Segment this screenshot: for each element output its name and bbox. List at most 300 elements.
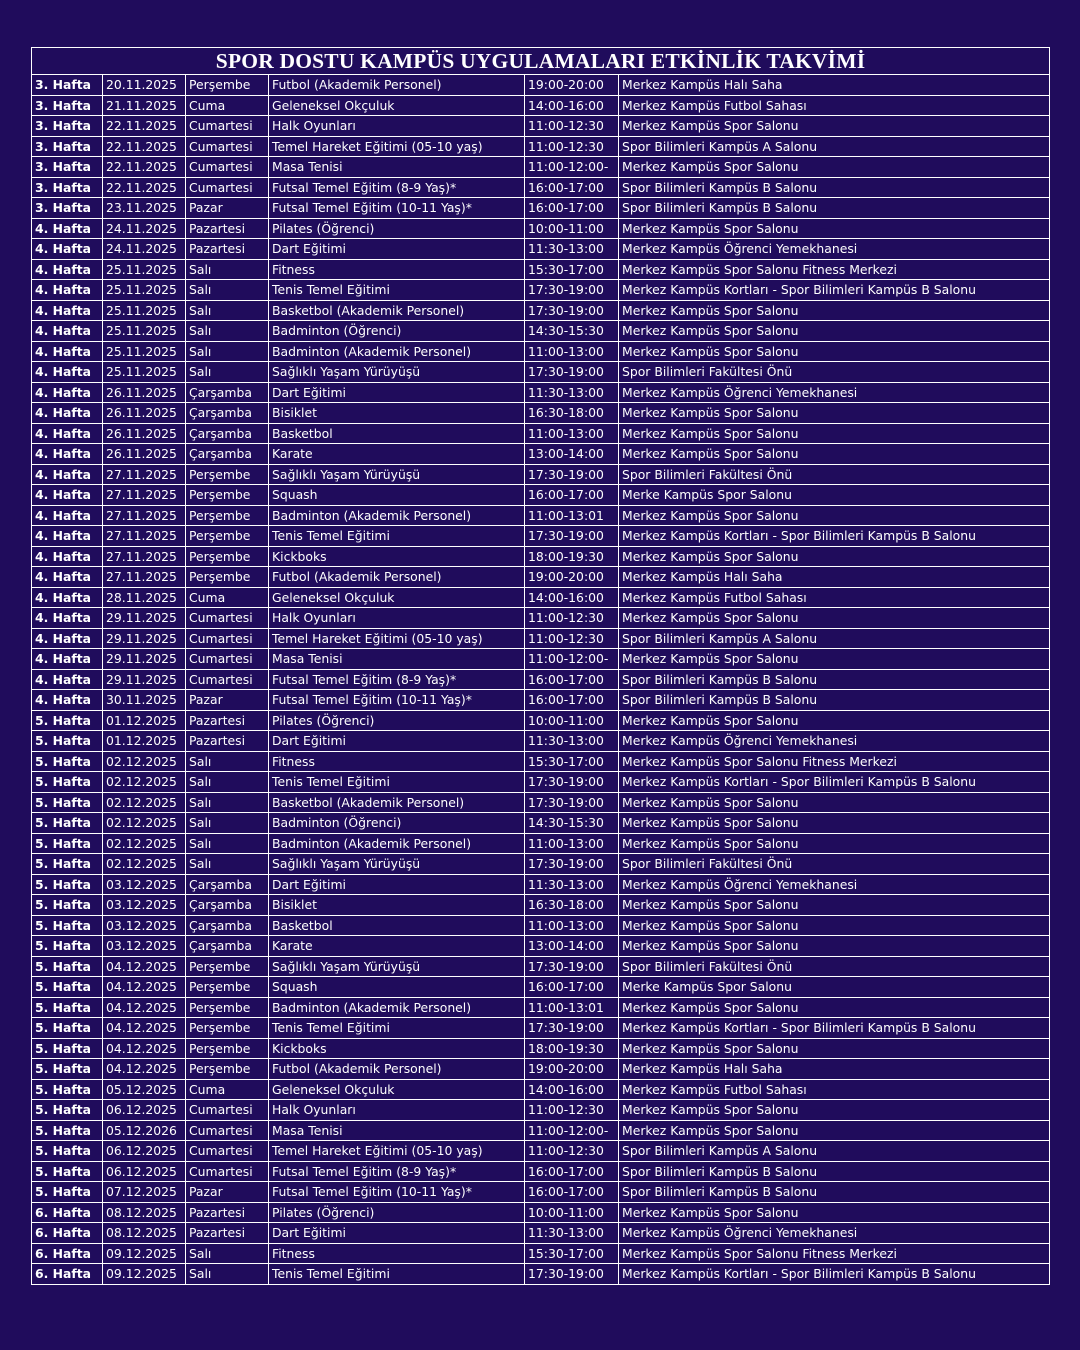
location-cell: Merkez Kampüs Spor Salonu [619, 423, 1050, 444]
location-cell: Merkez Kampüs Öğrenci Yemekhanesi [619, 1223, 1050, 1244]
date-cell: 26.11.2025 [103, 382, 186, 403]
location-cell: Merkez Kampüs Spor Salonu [619, 936, 1050, 957]
table-row [32, 485, 1050, 506]
date-cell: 09.12.2025 [103, 1243, 186, 1264]
time-cell: 11:30-13:00 [525, 1223, 619, 1244]
table-row [32, 915, 1050, 936]
location-cell: Spor Bilimleri Kampüs B Salonu [619, 1161, 1050, 1182]
location-cell: Merkez Kampüs Spor Salonu [619, 505, 1050, 526]
day-cell: Cumartesi [186, 608, 269, 629]
activity-cell: Dart Eğitimi [269, 874, 525, 895]
week-cell: 4. Hafta [32, 464, 103, 485]
week-cell: 6. Hafta [32, 1243, 103, 1264]
date-cell: 06.12.2025 [103, 1161, 186, 1182]
day-cell: Salı [186, 341, 269, 362]
location-cell: Merkez Kampüs Spor Salonu [619, 997, 1050, 1018]
day-cell: Çarşamba [186, 423, 269, 444]
activity-cell: Temel Hareket Eğitimi (05-10 yaş) [269, 136, 525, 157]
table-row [32, 977, 1050, 998]
week-cell: 5. Hafta [32, 1120, 103, 1141]
week-cell: 5. Hafta [32, 997, 103, 1018]
table-row [32, 362, 1050, 383]
date-cell: 04.12.2025 [103, 1018, 186, 1039]
table-row [32, 690, 1050, 711]
table-row [32, 997, 1050, 1018]
table-row [32, 1079, 1050, 1100]
location-cell: Merkez Kampüs Spor Salonu [619, 444, 1050, 465]
day-cell: Çarşamba [186, 915, 269, 936]
day-cell: Cumartesi [186, 177, 269, 198]
table-row [32, 833, 1050, 854]
time-cell: 16:00-17:00 [525, 485, 619, 506]
time-cell: 11:30-13:00 [525, 382, 619, 403]
day-cell: Salı [186, 280, 269, 301]
date-cell: 07.12.2025 [103, 1182, 186, 1203]
time-cell: 10:00-11:00 [525, 218, 619, 239]
activity-cell: Sağlıklı Yaşam Yürüyüşü [269, 464, 525, 485]
day-cell: Perşembe [186, 997, 269, 1018]
time-cell: 17:30-19:00 [525, 772, 619, 793]
day-cell: Cumartesi [186, 136, 269, 157]
activity-cell: Badminton (Akademik Personel) [269, 833, 525, 854]
activity-cell: Futbol (Akademik Personel) [269, 75, 525, 96]
location-cell: Merkez Kampüs Spor Salonu [619, 1100, 1050, 1121]
date-cell: 27.11.2025 [103, 505, 186, 526]
table-row [32, 792, 1050, 813]
title-row [32, 48, 1050, 75]
location-cell: Merkez Kampüs Spor Salonu [619, 792, 1050, 813]
day-cell: Perşembe [186, 977, 269, 998]
time-cell: 17:30-19:00 [525, 464, 619, 485]
date-cell: 23.11.2025 [103, 198, 186, 219]
location-cell: Merkez Kampüs Spor Salonu [619, 218, 1050, 239]
location-cell: Merkez Kampüs Öğrenci Yemekhanesi [619, 874, 1050, 895]
week-cell: 5. Hafta [32, 895, 103, 916]
location-cell: Spor Bilimleri Fakültesi Önü [619, 854, 1050, 875]
day-cell: Perşembe [186, 1059, 269, 1080]
date-cell: 25.11.2025 [103, 259, 186, 280]
time-cell: 11:00-12:00- [525, 157, 619, 178]
date-cell: 29.11.2025 [103, 649, 186, 670]
day-cell: Pazar [186, 1182, 269, 1203]
table-row [32, 1059, 1050, 1080]
time-cell: 16:00-17:00 [525, 669, 619, 690]
time-cell: 14:30-15:30 [525, 321, 619, 342]
date-cell: 30.11.2025 [103, 690, 186, 711]
location-cell: Merkez Kampüs Spor Salonu [619, 403, 1050, 424]
date-cell: 02.12.2025 [103, 854, 186, 875]
time-cell: 11:00-12:00- [525, 1120, 619, 1141]
activity-cell: Futsal Temel Eğitim (10-11 Yaş)* [269, 1182, 525, 1203]
location-cell: Merkez Kampüs Futbol Sahası [619, 587, 1050, 608]
activity-cell: Tenis Temel Eğitimi [269, 526, 525, 547]
time-cell: 11:00-13:00 [525, 423, 619, 444]
table-row [32, 403, 1050, 424]
location-cell: Merkez Kampüs Spor Salonu [619, 1120, 1050, 1141]
date-cell: 08.12.2025 [103, 1223, 186, 1244]
table-row [32, 157, 1050, 178]
table-row [32, 649, 1050, 670]
activity-cell: Badminton (Öğrenci) [269, 813, 525, 834]
table-row [32, 259, 1050, 280]
page-title: SPOR DOSTU KAMPÜS UYGULAMALARI ETKİNLİK TAKVİMİ [32, 48, 1050, 75]
activity-cell: Dart Eğitimi [269, 239, 525, 260]
week-cell: 5. Hafta [32, 1018, 103, 1039]
time-cell: 18:00-19:30 [525, 1038, 619, 1059]
date-cell: 25.11.2025 [103, 341, 186, 362]
day-cell: Salı [186, 833, 269, 854]
date-cell: 28.11.2025 [103, 587, 186, 608]
week-cell: 5. Hafta [32, 751, 103, 772]
time-cell: 11:00-12:30 [525, 116, 619, 137]
activity-cell: Sağlıklı Yaşam Yürüyüşü [269, 956, 525, 977]
schedule-sheet [31, 47, 1049, 1285]
time-cell: 16:00-17:00 [525, 1182, 619, 1203]
date-cell: 21.11.2025 [103, 95, 186, 116]
day-cell: Perşembe [186, 1038, 269, 1059]
day-cell: Pazartesi [186, 710, 269, 731]
table-row [32, 710, 1050, 731]
date-cell: 22.11.2025 [103, 177, 186, 198]
week-cell: 5. Hafta [32, 936, 103, 957]
location-cell: Merke Kampüs Spor Salonu [619, 977, 1050, 998]
activity-cell: Geleneksel Okçuluk [269, 95, 525, 116]
location-cell: Merkez Kampüs Kortları - Spor Bilimleri Kampüs B Salonu [619, 526, 1050, 547]
time-cell: 11:00-12:30 [525, 628, 619, 649]
date-cell: 26.11.2025 [103, 444, 186, 465]
day-cell: Pazar [186, 198, 269, 219]
table-row [32, 382, 1050, 403]
day-cell: Perşembe [186, 526, 269, 547]
week-cell: 4. Hafta [32, 690, 103, 711]
time-cell: 11:30-13:00 [525, 731, 619, 752]
date-cell: 06.12.2025 [103, 1141, 186, 1162]
day-cell: Salı [186, 772, 269, 793]
table-row [32, 116, 1050, 137]
date-cell: 01.12.2025 [103, 731, 186, 752]
week-cell: 4. Hafta [32, 300, 103, 321]
time-cell: 11:00-12:30 [525, 1100, 619, 1121]
day-cell: Salı [186, 1243, 269, 1264]
location-cell: Merkez Kampüs Spor Salonu [619, 710, 1050, 731]
location-cell: Spor Bilimleri Kampüs B Salonu [619, 198, 1050, 219]
location-cell: Merkez Kampüs Spor Salonu [619, 546, 1050, 567]
time-cell: 11:30-13:00 [525, 874, 619, 895]
day-cell: Perşembe [186, 505, 269, 526]
day-cell: Cumartesi [186, 1141, 269, 1162]
table-row [32, 608, 1050, 629]
date-cell: 02.12.2025 [103, 813, 186, 834]
week-cell: 6. Hafta [32, 1202, 103, 1223]
week-cell: 5. Hafta [32, 1059, 103, 1080]
activity-cell: Basketbol (Akademik Personel) [269, 300, 525, 321]
location-cell: Spor Bilimleri Kampüs A Salonu [619, 628, 1050, 649]
activity-cell: Dart Eğitimi [269, 1223, 525, 1244]
time-cell: 16:30-18:00 [525, 895, 619, 916]
week-cell: 5. Hafta [32, 731, 103, 752]
date-cell: 26.11.2025 [103, 403, 186, 424]
day-cell: Salı [186, 321, 269, 342]
day-cell: Cumartesi [186, 116, 269, 137]
week-cell: 3. Hafta [32, 116, 103, 137]
location-cell: Merkez Kampüs Spor Salonu [619, 341, 1050, 362]
table-row [32, 956, 1050, 977]
date-cell: 06.12.2025 [103, 1100, 186, 1121]
location-cell: Merkez Kampüs Spor Salonu [619, 895, 1050, 916]
day-cell: Pazartesi [186, 1223, 269, 1244]
location-cell: Merkez Kampüs Kortları - Spor Bilimleri Kampüs B Salonu [619, 280, 1050, 301]
location-cell: Merkez Kampüs Halı Saha [619, 567, 1050, 588]
activity-cell: Geleneksel Okçuluk [269, 587, 525, 608]
table-row [32, 198, 1050, 219]
week-cell: 5. Hafta [32, 792, 103, 813]
week-cell: 4. Hafta [32, 444, 103, 465]
day-cell: Cumartesi [186, 628, 269, 649]
week-cell: 4. Hafta [32, 587, 103, 608]
activity-cell: Futsal Temel Eğitim (10-11 Yaş)* [269, 198, 525, 219]
date-cell: 08.12.2025 [103, 1202, 186, 1223]
time-cell: 17:30-19:00 [525, 854, 619, 875]
date-cell: 04.12.2025 [103, 997, 186, 1018]
table-row [32, 1243, 1050, 1264]
table-row [32, 321, 1050, 342]
day-cell: Çarşamba [186, 895, 269, 916]
week-cell: 5. Hafta [32, 772, 103, 793]
location-cell: Spor Bilimleri Kampüs B Salonu [619, 177, 1050, 198]
location-cell: Spor Bilimleri Fakültesi Önü [619, 362, 1050, 383]
week-cell: 5. Hafta [32, 1182, 103, 1203]
time-cell: 17:30-19:00 [525, 300, 619, 321]
activity-cell: Fitness [269, 259, 525, 280]
location-cell: Spor Bilimleri Kampüs A Salonu [619, 136, 1050, 157]
time-cell: 18:00-19:30 [525, 546, 619, 567]
location-cell: Merkez Kampüs Öğrenci Yemekhanesi [619, 382, 1050, 403]
activity-cell: Bisiklet [269, 895, 525, 916]
table-row [32, 546, 1050, 567]
time-cell: 19:00-20:00 [525, 1059, 619, 1080]
day-cell: Perşembe [186, 485, 269, 506]
location-cell: Merke Kampüs Spor Salonu [619, 485, 1050, 506]
date-cell: 29.11.2025 [103, 608, 186, 629]
activity-cell: Badminton (Akademik Personel) [269, 997, 525, 1018]
date-cell: 26.11.2025 [103, 423, 186, 444]
week-cell: 5. Hafta [32, 1161, 103, 1182]
location-cell: Spor Bilimleri Kampüs B Salonu [619, 669, 1050, 690]
day-cell: Cumartesi [186, 1161, 269, 1182]
day-cell: Cumartesi [186, 649, 269, 670]
date-cell: 05.12.2025 [103, 1079, 186, 1100]
date-cell: 27.11.2025 [103, 567, 186, 588]
week-cell: 4. Hafta [32, 218, 103, 239]
table-row [32, 1161, 1050, 1182]
date-cell: 04.12.2025 [103, 1038, 186, 1059]
week-cell: 3. Hafta [32, 95, 103, 116]
activity-cell: Masa Tenisi [269, 1120, 525, 1141]
date-cell: 03.12.2025 [103, 915, 186, 936]
date-cell: 27.11.2025 [103, 526, 186, 547]
time-cell: 17:30-19:00 [525, 526, 619, 547]
table-row [32, 567, 1050, 588]
day-cell: Cumartesi [186, 669, 269, 690]
day-cell: Salı [186, 300, 269, 321]
week-cell: 4. Hafta [32, 567, 103, 588]
table-row [32, 1223, 1050, 1244]
week-cell: 3. Hafta [32, 198, 103, 219]
date-cell: 02.12.2025 [103, 772, 186, 793]
activity-cell: Karate [269, 936, 525, 957]
activity-cell: Badminton (Akademik Personel) [269, 505, 525, 526]
table-row [32, 280, 1050, 301]
week-cell: 4. Hafta [32, 546, 103, 567]
time-cell: 11:00-12:00- [525, 649, 619, 670]
time-cell: 11:00-12:30 [525, 1141, 619, 1162]
activity-cell: Geleneksel Okçuluk [269, 1079, 525, 1100]
activity-cell: Tenis Temel Eğitimi [269, 772, 525, 793]
time-cell: 17:30-19:00 [525, 280, 619, 301]
location-cell: Merkez Kampüs Spor Salonu [619, 1202, 1050, 1223]
schedule-body [32, 75, 1050, 1285]
day-cell: Cuma [186, 587, 269, 608]
week-cell: 5. Hafta [32, 833, 103, 854]
day-cell: Cumartesi [186, 1100, 269, 1121]
week-cell: 4. Hafta [32, 362, 103, 383]
week-cell: 4. Hafta [32, 280, 103, 301]
week-cell: 4. Hafta [32, 403, 103, 424]
table-row [32, 1182, 1050, 1203]
activity-cell: Tenis Temel Eğitimi [269, 1264, 525, 1285]
day-cell: Pazartesi [186, 731, 269, 752]
week-cell: 5. Hafta [32, 1079, 103, 1100]
table-row [32, 895, 1050, 916]
time-cell: 19:00-20:00 [525, 75, 619, 96]
time-cell: 11:00-13:00 [525, 341, 619, 362]
day-cell: Perşembe [186, 546, 269, 567]
day-cell: Perşembe [186, 956, 269, 977]
location-cell: Spor Bilimleri Kampüs A Salonu [619, 1141, 1050, 1162]
activity-cell: Bisiklet [269, 403, 525, 424]
day-cell: Salı [186, 751, 269, 772]
day-cell: Perşembe [186, 1018, 269, 1039]
date-cell: 22.11.2025 [103, 116, 186, 137]
day-cell: Cumartesi [186, 1120, 269, 1141]
location-cell: Merkez Kampüs Kortları - Spor Bilimleri Kampüs B Salonu [619, 1264, 1050, 1285]
activity-cell: Squash [269, 977, 525, 998]
week-cell: 5. Hafta [32, 710, 103, 731]
table-row [32, 628, 1050, 649]
date-cell: 27.11.2025 [103, 485, 186, 506]
table-row [32, 218, 1050, 239]
location-cell: Merkez Kampüs Futbol Sahası [619, 95, 1050, 116]
activity-cell: Temel Hareket Eğitimi (05-10 yaş) [269, 628, 525, 649]
time-cell: 11:00-13:01 [525, 997, 619, 1018]
location-cell: Merkez Kampüs Spor Salonu [619, 116, 1050, 137]
activity-cell: Basketbol [269, 423, 525, 444]
day-cell: Perşembe [186, 567, 269, 588]
time-cell: 14:30-15:30 [525, 813, 619, 834]
activity-cell: Squash [269, 485, 525, 506]
day-cell: Çarşamba [186, 403, 269, 424]
activity-cell: Futbol (Akademik Personel) [269, 1059, 525, 1080]
table-row [32, 1141, 1050, 1162]
table-row [32, 936, 1050, 957]
day-cell: Çarşamba [186, 382, 269, 403]
location-cell: Spor Bilimleri Fakültesi Önü [619, 464, 1050, 485]
activity-cell: Masa Tenisi [269, 649, 525, 670]
table-row [32, 751, 1050, 772]
week-cell: 5. Hafta [32, 915, 103, 936]
week-cell: 5. Hafta [32, 813, 103, 834]
week-cell: 6. Hafta [32, 1264, 103, 1285]
location-cell: Merkez Kampüs Halı Saha [619, 1059, 1050, 1080]
time-cell: 11:00-13:00 [525, 833, 619, 854]
location-cell: Merkez Kampüs Öğrenci Yemekhanesi [619, 239, 1050, 260]
activity-cell: Halk Oyunları [269, 1100, 525, 1121]
week-cell: 4. Hafta [32, 628, 103, 649]
week-cell: 4. Hafta [32, 423, 103, 444]
table-row [32, 1018, 1050, 1039]
date-cell: 02.12.2025 [103, 833, 186, 854]
activity-cell: Tenis Temel Eğitimi [269, 280, 525, 301]
location-cell: Merkez Kampüs Spor Salonu [619, 833, 1050, 854]
location-cell: Merkez Kampüs Spor Salonu [619, 608, 1050, 629]
activity-cell: Futsal Temel Eğitim (8-9 Yaş)* [269, 177, 525, 198]
time-cell: 11:00-13:01 [525, 505, 619, 526]
date-cell: 03.12.2025 [103, 874, 186, 895]
time-cell: 17:30-19:00 [525, 792, 619, 813]
location-cell: Merkez Kampüs Kortları - Spor Bilimleri Kampüs B Salonu [619, 772, 1050, 793]
week-cell: 4. Hafta [32, 485, 103, 506]
location-cell: Merkez Kampüs Spor Salonu Fitness Merkezi [619, 1243, 1050, 1264]
week-cell: 4. Hafta [32, 526, 103, 547]
week-cell: 3. Hafta [32, 177, 103, 198]
day-cell: Çarşamba [186, 936, 269, 957]
date-cell: 04.12.2025 [103, 956, 186, 977]
date-cell: 01.12.2025 [103, 710, 186, 731]
week-cell: 3. Hafta [32, 136, 103, 157]
activity-cell: Pilates (Öğrenci) [269, 218, 525, 239]
location-cell: Merkez Kampüs Öğrenci Yemekhanesi [619, 731, 1050, 752]
table-row [32, 731, 1050, 752]
location-cell: Merkez Kampüs Spor Salonu [619, 300, 1050, 321]
day-cell: Pazartesi [186, 239, 269, 260]
activity-cell: Sağlıklı Yaşam Yürüyüşü [269, 362, 525, 383]
time-cell: 13:00-14:00 [525, 444, 619, 465]
week-cell: 4. Hafta [32, 649, 103, 670]
activity-cell: Dart Eğitimi [269, 731, 525, 752]
table-row [32, 1202, 1050, 1223]
activity-cell: Dart Eğitimi [269, 382, 525, 403]
time-cell: 13:00-14:00 [525, 936, 619, 957]
activity-cell: Sağlıklı Yaşam Yürüyüşü [269, 854, 525, 875]
table-row [32, 300, 1050, 321]
time-cell: 16:00-17:00 [525, 977, 619, 998]
time-cell: 15:30-17:00 [525, 1243, 619, 1264]
table-row [32, 136, 1050, 157]
week-cell: 5. Hafta [32, 956, 103, 977]
activity-cell: Basketbol [269, 915, 525, 936]
week-cell: 4. Hafta [32, 239, 103, 260]
day-cell: Salı [186, 1264, 269, 1285]
table-row [32, 1038, 1050, 1059]
time-cell: 15:30-17:00 [525, 259, 619, 280]
location-cell: Spor Bilimleri Kampüs B Salonu [619, 690, 1050, 711]
date-cell: 24.11.2025 [103, 218, 186, 239]
activity-cell: Karate [269, 444, 525, 465]
day-cell: Perşembe [186, 464, 269, 485]
time-cell: 17:30-19:00 [525, 1018, 619, 1039]
week-cell: 4. Hafta [32, 505, 103, 526]
time-cell: 17:30-19:00 [525, 362, 619, 383]
